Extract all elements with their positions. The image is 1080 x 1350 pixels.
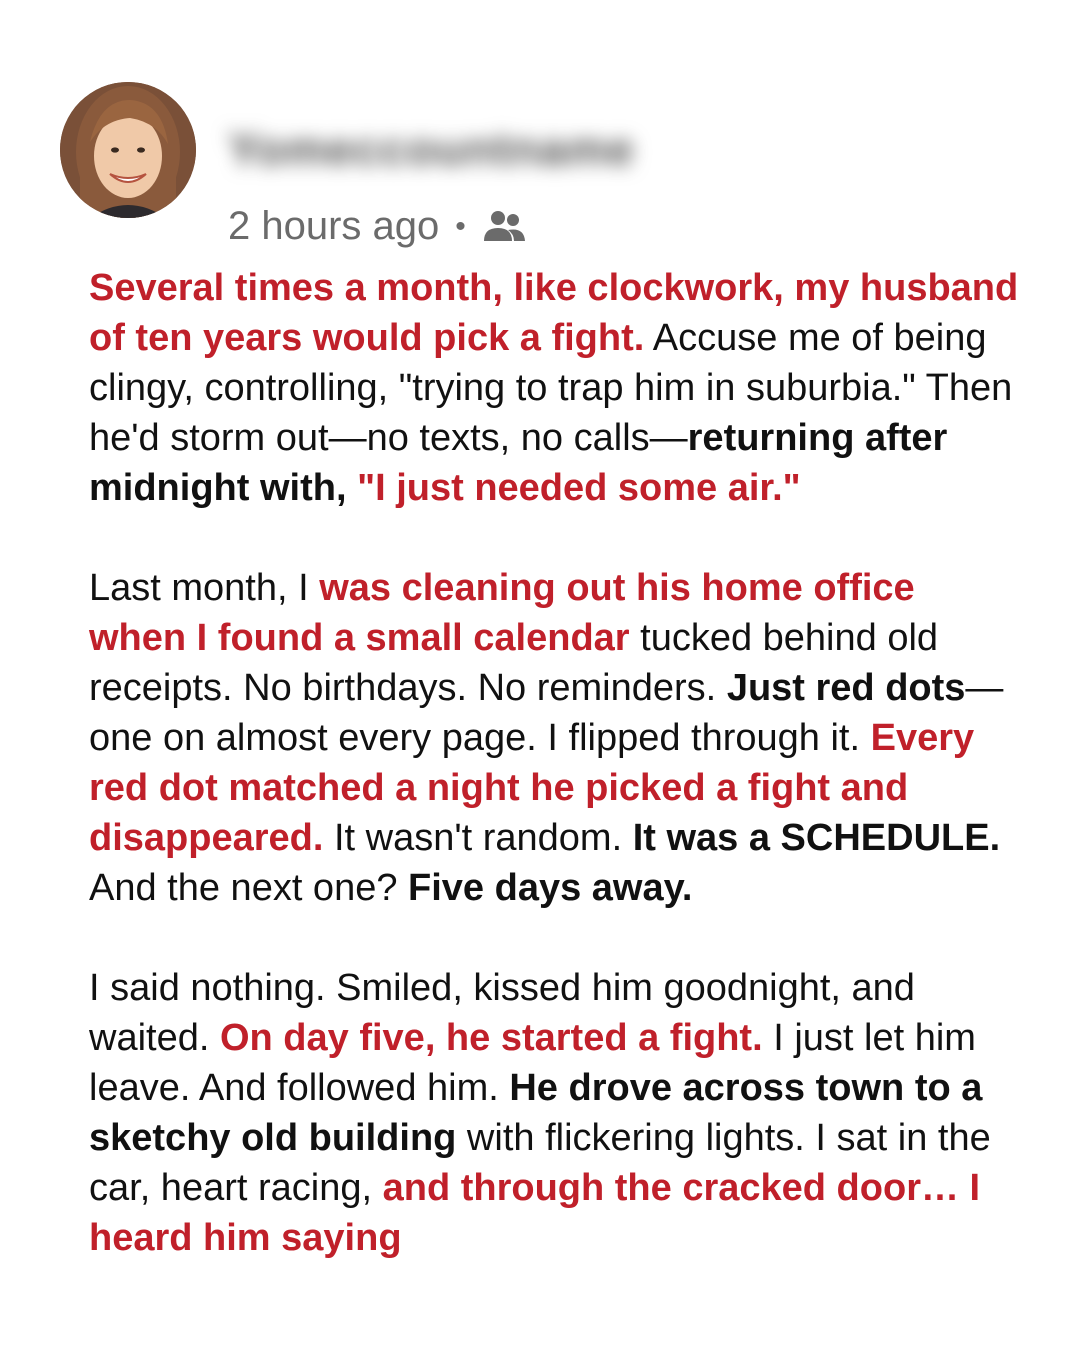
text-span: It was a SCHEDULE. xyxy=(632,817,1001,859)
text-span: Accuse me of being clingy, controlling, "trying to trap him in suburbia." Then he'd storm out—no texts, no calls— xyxy=(89,317,1013,459)
friends-icon[interactable] xyxy=(480,207,528,247)
paragraph-1 xyxy=(89,263,1019,513)
text-span: He drove across town to a sketchy old building xyxy=(89,1067,983,1159)
post-meta xyxy=(228,204,528,249)
post-header xyxy=(60,82,1020,252)
text-span: Every red dot matched a night he picked a fight and disappeared. xyxy=(89,717,975,859)
post-body xyxy=(89,263,1019,1313)
text-span: "I just needed some air." xyxy=(357,467,801,509)
text-span: Last month, I xyxy=(89,567,320,609)
text-span: And the next one? xyxy=(89,867,409,909)
avatar-image xyxy=(60,82,196,218)
text-span: was cleaning out his home office when I found a small calendar xyxy=(89,567,915,659)
text-span: I said nothing. Smiled, kissed him goodnight, and waited. xyxy=(89,967,915,1059)
paragraph-3 xyxy=(89,963,1019,1263)
meta-separator: • xyxy=(455,209,466,243)
avatar[interactable] xyxy=(60,82,196,218)
text-span xyxy=(347,467,358,509)
text-span: tucked behind old receipts. No birthdays. No reminders. xyxy=(89,617,939,709)
author-name[interactable]: Yomeccountname xyxy=(228,123,635,175)
text-span: with flickering lights. I sat in the car, heart racing, xyxy=(89,1117,991,1209)
text-span: —one on almost every page. I flipped through it. xyxy=(89,667,1004,759)
text-span: I just let him leave. And followed him. xyxy=(89,1017,976,1109)
text-span: Just red dots xyxy=(726,667,966,709)
text-span: It wasn't random. xyxy=(323,817,633,859)
text-span: returning after midnight with, xyxy=(89,417,948,509)
text-span: Five days away. xyxy=(408,867,693,909)
text-span: Several times a month, like clockwork, my husband of ten years would pick a fight. xyxy=(89,267,1019,359)
text-span: and through the cracked door… I heard him saying xyxy=(89,1167,981,1259)
paragraph-2 xyxy=(89,563,1019,913)
post-timestamp[interactable]: 2 hours ago xyxy=(228,204,440,248)
text-span: On day five, he started a fight. xyxy=(219,1017,763,1059)
